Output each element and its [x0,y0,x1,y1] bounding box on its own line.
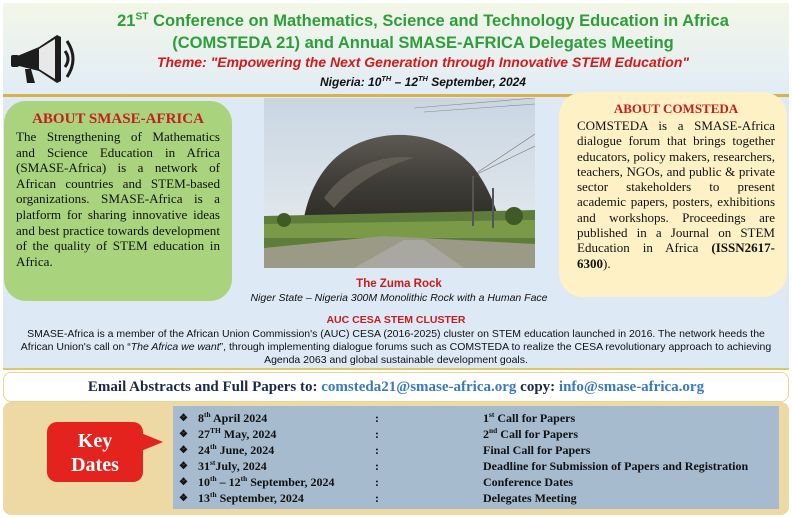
key-dates-table [173,406,779,509]
auc-heading: AUC CESA STEM CLUSTER [326,314,466,326]
info-section [3,97,789,310]
table-row: ❖ 24th June, 2024 : Final Call for Papers [179,442,591,457]
table-row: ❖ 13th September, 2024 : Delegates Meeting [179,490,577,505]
table-row: ❖ 31stJuly, 2024 : Deadline for Submission of Papers and Registration [179,458,749,473]
photo-caption-title: The Zuma Rock [356,278,442,290]
auc-cluster-section [3,310,789,370]
zuma-rock-photo [264,98,535,268]
about-smase-heading: ABOUT SMASE-AFRICA [32,111,204,127]
primary-email-link[interactable]: comsteda21@smase-africa.org [321,379,517,395]
conference-title: 21ST Conference on Mathematics, Science and Technology Education in Africa [117,11,729,30]
key-dates-callout: Key Dates [47,422,143,482]
auc-text: SMASE-Africa is a member of the African Union Commission's (AUC) CESA (2016-2025) cluster on STEM education launched in 2016. The network heeds the African Union's call on “The Africa we want”, through implementing dialogue forums such as COMSTEDA to realize the CESA revolutionary approach to achieving Agenda 2063 and global sustainable development goals. [20,328,772,366]
table-row: ❖ 27TH May, 2024 : 2nd Call for Papers [179,426,579,441]
table-row: ❖ 10th – 12th September, 2024 : Conference Dates [179,474,574,489]
about-smase-text: The Strengthening of Mathematics and Science Education in Africa (SMASE-Africa) is a network of African countries and STEM-based organizations. SMASE-Africa is a platform for sharing innovative ideas and best practice towards development of the quality of STEM education in Africa. [16,129,220,269]
copy-email-link[interactable]: info@smase-africa.org [558,379,705,395]
about-comsteda-heading: ABOUT COMSTEDA [613,101,739,116]
key-dates-section [3,402,789,515]
megaphone-icon [9,27,75,85]
photo-caption-subtitle: Niger State – Nigeria 300M Monolithic Rock with a Human Face [250,292,548,304]
email-line: Email Abstracts and Full Papers to: comsteda21@smase-africa.org copy: info@smase-africa.org [3,372,789,402]
about-smase-box [4,101,232,301]
callout-arrow [141,433,163,451]
about-comsteda-box [559,92,787,297]
conference-subtitle: (COMSTEDA 21) and Annual SMASE-AFRICA Delegates Meeting [172,34,674,52]
header-banner [3,3,789,97]
conference-dates: Nigeria: 10TH – 12TH September, 2024 [320,74,526,89]
about-comsteda-text: COMSTEDA is a SMASE-Africa dialogue forum that brings together educators, policy makers, researchers, teachers, NGOs, and public & private sector stakeholders to present academic papers, posters, exhibitions and workshops. Proceedings are published in a Journal on STEM Education in Africa (ISSN2617-6300). [577,118,775,271]
table-row: ❖ 8th April 2024 : 1st Call for Papers [179,410,576,425]
conference-theme: Theme: "Empowering the Next Generation through Innovative STEM Education" [156,54,690,70]
